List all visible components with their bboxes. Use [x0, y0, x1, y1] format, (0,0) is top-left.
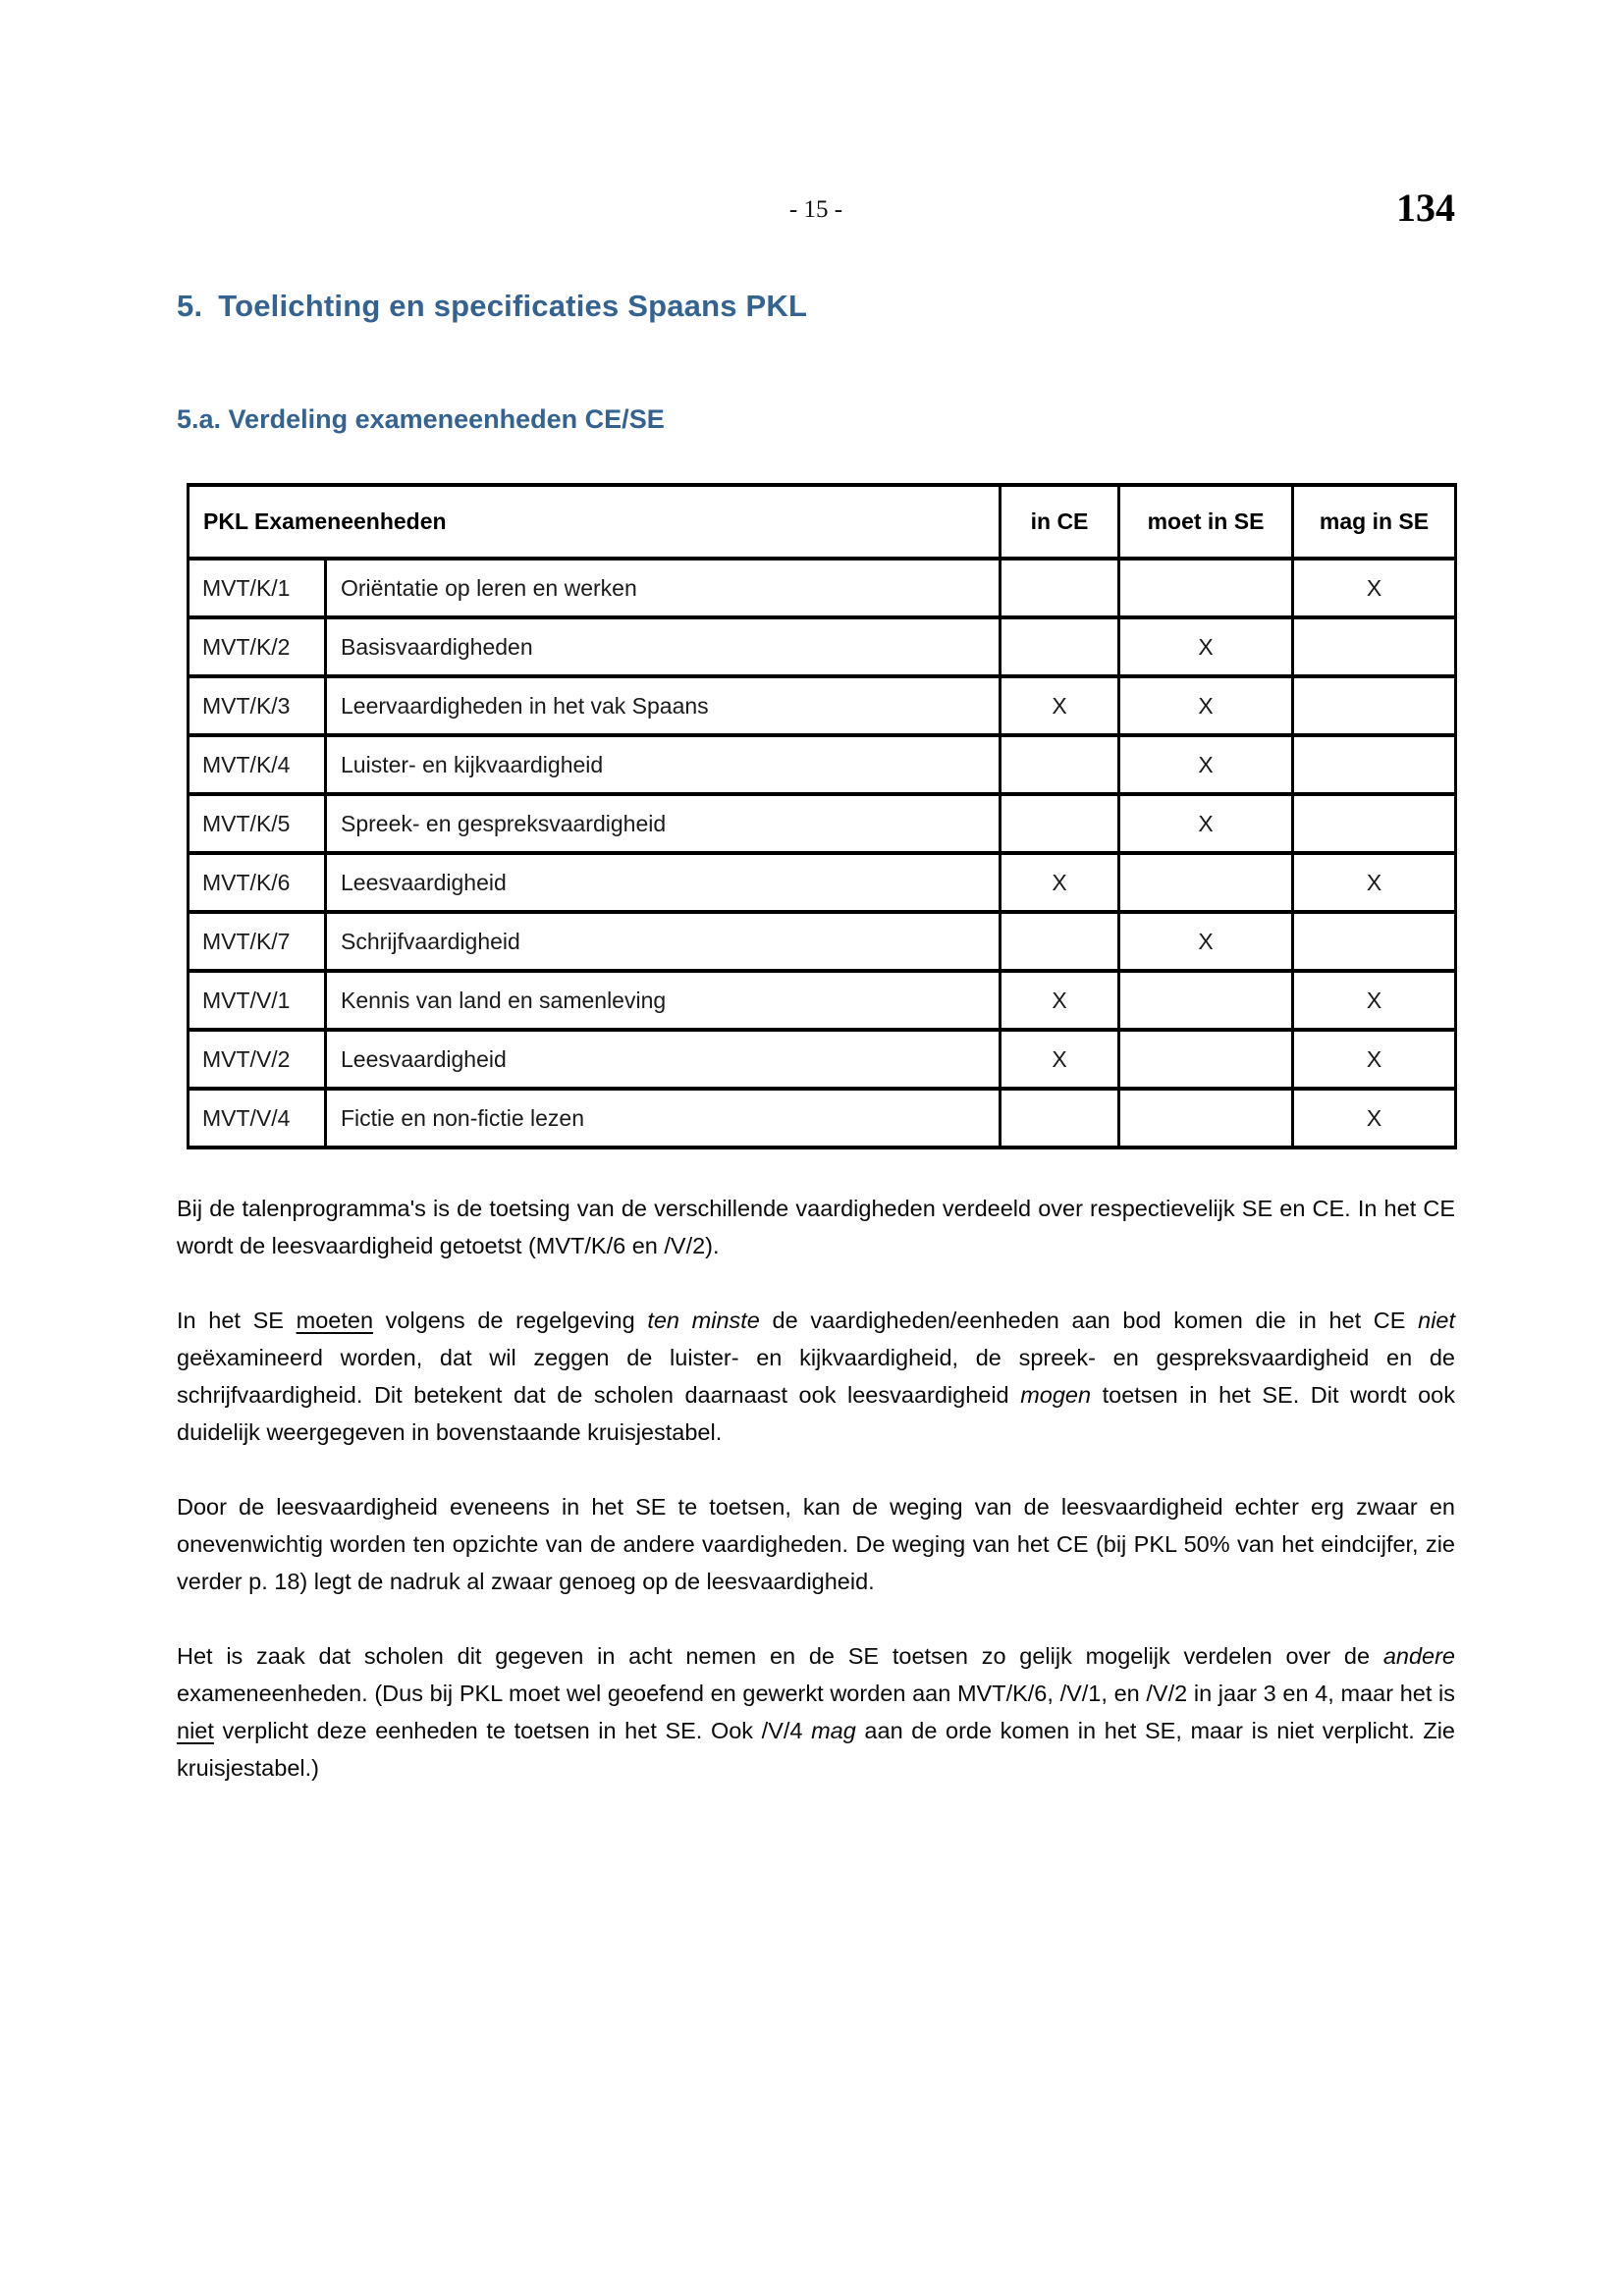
moet-in-se-mark: [1119, 971, 1293, 1030]
body-paragraph: [177, 1190, 1455, 1264]
text-segment: Bij de talenprogramma's is de toetsing van de verschillende vaardigheden verdeeld over respectievelijk SE en CE. In het CE wordt de leesvaardigheid getoetst (MVT/K/6 en /V/2).: [177, 1196, 1455, 1258]
in-ce-mark: [1001, 1089, 1119, 1148]
exam-unit-code: MVT/K/6: [189, 853, 326, 912]
body-text: [177, 1190, 1455, 1824]
in-ce-mark: [1001, 559, 1119, 617]
exam-unit-description: Leervaardigheden in het vak Spaans: [326, 676, 1001, 735]
text-segment: mag: [811, 1718, 856, 1743]
text-segment: toetsen in het SE. Dit wordt ook duidelijk weergegeven in bovenstaande kruisjestabel.: [177, 1382, 1455, 1445]
exam-unit-code: MVT/K/7: [189, 912, 326, 971]
moet-in-se-mark: X: [1119, 676, 1293, 735]
table-row: [189, 617, 1456, 676]
exam-unit-description: Leesvaardigheid: [326, 853, 1001, 912]
moet-in-se-mark: [1119, 1030, 1293, 1089]
table-row: [189, 1030, 1456, 1089]
section-number: 5.: [177, 289, 203, 323]
exam-unit-code: MVT/K/2: [189, 617, 326, 676]
document-number: 134: [1396, 186, 1455, 230]
body-paragraph: [177, 1488, 1455, 1600]
mag-in-se-mark: [1293, 735, 1456, 794]
exam-unit-description: Spreek- en gespreksvaardigheid: [326, 794, 1001, 853]
mag-in-se-mark: X: [1293, 1030, 1456, 1089]
exam-unit-description: Basisvaardigheden: [326, 617, 1001, 676]
body-paragraph: [177, 1302, 1455, 1451]
text-segment: geëxamineerd worden, dat wil zeggen de luister- en kijkvaardigheid, de spreek- en gespreksvaardigheid en de schrijfvaardigheid. Dit betekent dat de scholen daarnaast ook leesvaardigheid: [177, 1345, 1455, 1408]
moet-in-se-mark: [1119, 1089, 1293, 1148]
in-ce-mark: [1001, 617, 1119, 676]
in-ce-mark: [1001, 735, 1119, 794]
moet-in-se-mark: X: [1119, 735, 1293, 794]
mag-in-se-mark: X: [1293, 853, 1456, 912]
exam-unit-code: MVT/K/3: [189, 676, 326, 735]
text-segment: In het SE: [177, 1308, 297, 1333]
exam-unit-code: MVT/V/2: [189, 1030, 326, 1089]
mag-in-se-mark: [1293, 794, 1456, 853]
text-segment: Het is zaak dat scholen dit gegeven in acht nemen en de SE toetsen zo gelijk mogelijk verdelen over de: [177, 1643, 1383, 1669]
text-segment: volgens de regelgeving: [373, 1308, 648, 1333]
text-segment: niet: [1418, 1308, 1456, 1333]
exam-unit-code: MVT/V/1: [189, 971, 326, 1030]
col-header-mag-in-se: mag in SE: [1293, 485, 1456, 559]
exam-unit-code: MVT/K/1: [189, 559, 326, 617]
exam-unit-description: Schrijfvaardigheid: [326, 912, 1001, 971]
in-ce-mark: [1001, 912, 1119, 971]
table-row: [189, 1089, 1456, 1148]
text-segment: exameneenheden. (Dus bij PKL moet wel geoefend en gewerkt worden aan MVT/K/6, /V/1, en /V/2 in jaar 3 en 4, maar het is: [177, 1681, 1455, 1706]
text-segment: mogen: [1020, 1382, 1092, 1408]
text-segment: niet: [177, 1718, 214, 1743]
table-header-row: [189, 485, 1456, 559]
text-segment: andere: [1382, 1643, 1455, 1669]
text-segment: aan de orde komen in het SE, maar is niet verplicht. Zie kruisjestabel.): [177, 1718, 1456, 1781]
moet-in-se-mark: X: [1119, 617, 1293, 676]
exam-unit-description: Luister- en kijkvaardigheid: [326, 735, 1001, 794]
in-ce-mark: [1001, 794, 1119, 853]
in-ce-mark: X: [1001, 853, 1119, 912]
subsection-heading: 5.a. Verdeling exameneenheden CE/SE: [177, 404, 665, 434]
section-heading: [177, 289, 1455, 324]
in-ce-mark: X: [1001, 1030, 1119, 1089]
in-ce-mark: X: [1001, 676, 1119, 735]
exam-unit-code: MVT/K/5: [189, 794, 326, 853]
text-segment: ten minste: [647, 1308, 760, 1333]
table-row: [189, 912, 1456, 971]
moet-in-se-mark: [1119, 853, 1293, 912]
body-paragraph: [177, 1637, 1455, 1787]
section-title: Toelichting en specificaties Spaans PKL: [218, 289, 808, 323]
exam-unit-description: Kennis van land en samenleving: [326, 971, 1001, 1030]
table-row: [189, 559, 1456, 617]
exam-units-table: [187, 483, 1457, 1149]
text-segment: de vaardigheden/eenheden aan bod komen die in het CE: [759, 1308, 1419, 1333]
col-header-moet-in-se: moet in SE: [1119, 485, 1293, 559]
moet-in-se-mark: [1119, 559, 1293, 617]
exam-unit-description: Oriëntatie op leren en werken: [326, 559, 1001, 617]
mag-in-se-mark: X: [1293, 559, 1456, 617]
table-row: [189, 794, 1456, 853]
page-number: - 15 -: [788, 196, 843, 223]
table-row: [189, 971, 1456, 1030]
exam-unit-description: Leesvaardigheid: [326, 1030, 1001, 1089]
text-segment: Door de leesvaardigheid eveneens in het SE te toetsen, kan de weging van de leesvaardigheid echter erg zwaar en onevenwichtig worden ten opzichte van de andere vaardigheden. De weging van het CE (bij PKL 50% van het eindcijfer, zie verder p. 18) legt de nadruk al zwaar genoeg op de leesvaardigheid.: [177, 1494, 1455, 1594]
table-row: [189, 676, 1456, 735]
table-row: [189, 853, 1456, 912]
mag-in-se-mark: X: [1293, 971, 1456, 1030]
exam-unit-code: MVT/K/4: [189, 735, 326, 794]
col-header-exam-units: PKL Exameneenheden: [189, 485, 1001, 559]
mag-in-se-mark: [1293, 912, 1456, 971]
in-ce-mark: X: [1001, 971, 1119, 1030]
exam-unit-description: Fictie en non-fictie lezen: [326, 1089, 1001, 1148]
table-row: [189, 735, 1456, 794]
mag-in-se-mark: [1293, 676, 1456, 735]
moet-in-se-mark: X: [1119, 912, 1293, 971]
text-segment: verplicht deze eenheden te toetsen in het SE. Ook /V/4: [213, 1718, 812, 1743]
text-segment: moeten: [296, 1308, 374, 1333]
moet-in-se-mark: X: [1119, 794, 1293, 853]
mag-in-se-mark: [1293, 617, 1456, 676]
col-header-in-ce: in CE: [1001, 485, 1119, 559]
mag-in-se-mark: X: [1293, 1089, 1456, 1148]
exam-unit-code: MVT/V/4: [189, 1089, 326, 1148]
